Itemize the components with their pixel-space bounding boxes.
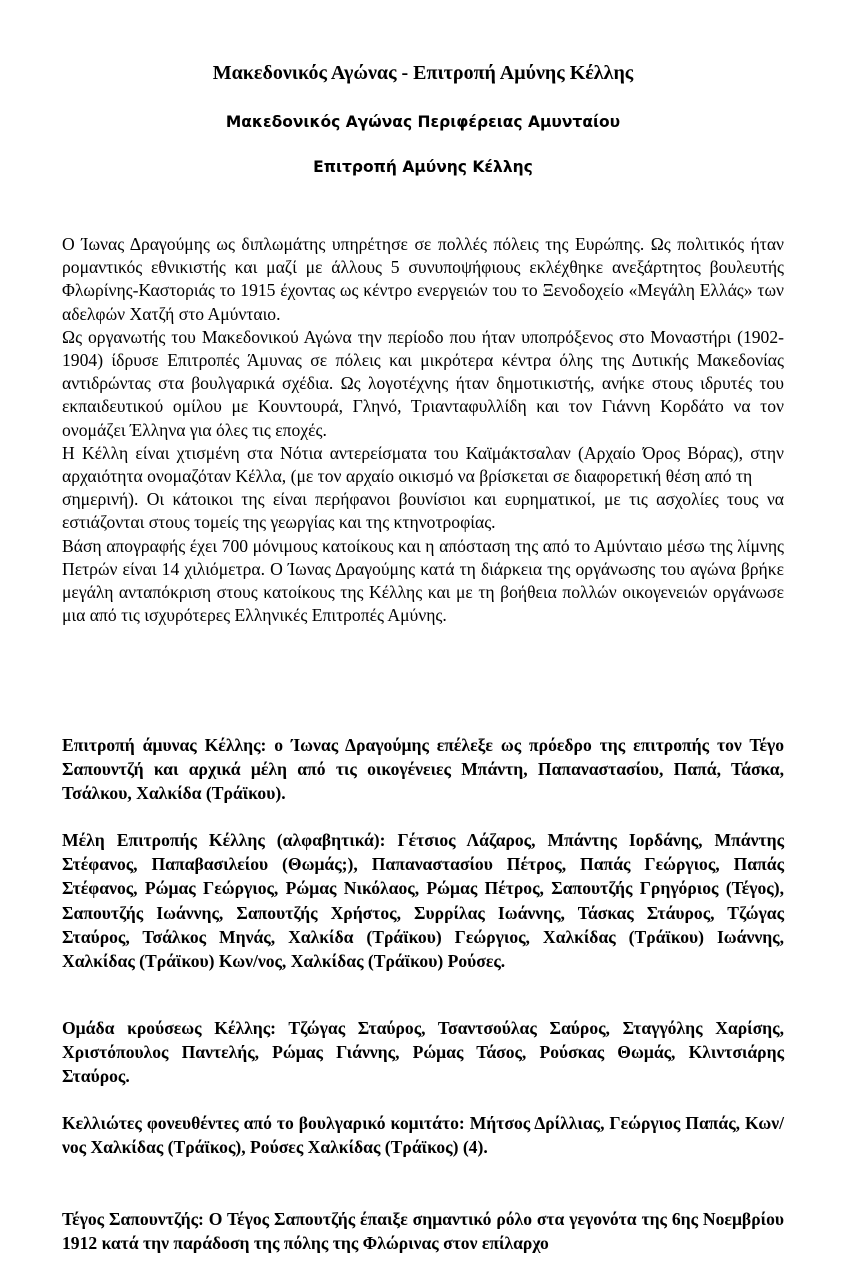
- document-subtitle-region: Μακεδονικός Αγώνας Περιφέρειας Αμυνταίου: [225, 113, 621, 131]
- paragraph-kelli-inhabitants: σημερινή). Οι κάτοικοι της είναι περήφανοι βουνίσιοι και ευρηματικοί, με τις ασχολίες τους να εστιάζονται στους τομείς της γεωργίας και της κτηνοτροφίας.: [62, 489, 784, 533]
- intro-text: [62, 233, 784, 627]
- paragraph-dragoumis-organizer: Ως οργανωτής του Μακεδονικού Αγώνα την περίοδο που ήταν υποπρόξενος στο Μοναστήρι (1902-1904) ίδρυσε Επιτροπές Άμυνας σε πόλεις και μικρότερα κέντρα όλης της Δυτικής Μακεδονίας αντιδρώντας στα βουλγαρικά σχέδια. Ως λογοτέχνης ήταν δημοτικιστής, ανήκε στους ιδρυτές του εκπαιδευτικού ομίλου με Κουντουρά, Γληνό, Τριανταφυλλίδη και τον Γιάννη Κορδάτο να τον ονομάζει Έλληνα για όλες τις εποχές.: [62, 326, 784, 440]
- tegos-paragraph: Τέγος Σαπουντζής: Ο Τέγος Σαπουτζής έπαιξε σημαντικό ρόλο στα γεγονότα της 6ης Νοεμβρίου 1912 κατά την παράδοση της πόλης της Φλώρινας στον επίλαρχο: [62, 1209, 784, 1254]
- document-subtitle-committee: Επιτροπή Αμύνης Κέλλης: [313, 158, 533, 176]
- document-title: Μακεδονικός Αγώνας - Επιτροπή Αμύνης Κέλλης: [212, 62, 634, 84]
- members-paragraph: Μέλη Επιτροπής Κέλλης (αλφαβητικά): Γέτσιος Λάζαρος, Μπάντης Ιορδάνης, Μπάντης Στέφανος, Παπαβασιλείου (Θωμάς;), Παπαναστασίου Πέτρος, Παπάς Γεώργιος, Παπάς Στέφανος, Ρώμας Γεώργιος, Ρώμας Νικόλαος, Ρώμας Πέτρος, Σαπουτζής Γρηγόριος (Τέγος), Σαπουτζής Ιωάννης, Σαπουτζής Χρήστος, Συρρίλας Ιωάννης, Τάσκας Στάυρος, Τζώγας Σταύρος, Τσάλκος Μηνάς, Χαλκίδα (Τράϊκου) Γεώργιος, Χαλκίδας (Τράϊκου) Ιωάννης, Χαλκίδας (Τράϊκου) Κων/νος, Χαλκίδας (Τράϊκου) Ρούσες.: [62, 830, 784, 972]
- committee-paragraph: Επιτροπή άμυνας Κέλλης: ο Ίωνας Δραγούμης επέλεξε ως πρόεδρο της επιτροπής τον Τέγο Σαπουντζή και αρχικά μέλη από τις οικογένειες Μπάντη, Παπαναστασίου, Παπά, Τάσκα, Τσάλκου, Χαλκίδα (Τράϊκου).: [62, 735, 784, 804]
- strike-team-paragraph: Ομάδα κρούσεως Κέλλης: Τζώγας Σταύρος, Τσαντσούλας Σαύρος, Σταγγόλης Χαρίσης, Χριστόπουλος Παντελής, Ρώμας Γιάννης, Ρώμας Τάσος, Ρούσκας Θωμάς, Κλιντσιάρης Σταύρος.: [62, 1018, 784, 1087]
- paragraph-dragoumis-diplomat: Ο Ίωνας Δραγούμης ως διπλωμάτης υπηρέτησε σε πολλές πόλεις της Ευρώπης. Ως πολιτικός ήταν ρομαντικός εθνικιστής και μαζί με άλλους 5 συνυποψήφιους εκλέχθηκε ανεξάρτητος βουλευτής Φλωρίνης-Καστοριάς το 1915 έχοντας ως κέντρο ενεργειών του το Ξενοδοχείο «Μεγάλη Ελλάς» των αδελφών Χατζή στο Αμύνταιο.: [62, 234, 784, 324]
- paragraph-kelli-census: Βάση απογραφής έχει 700 μόνιμους κατοίκους και η απόσταση της από το Αμύνταιο μέσω της λίμνης Πετρών είναι 14 χιλιόμετρα. Ο Ίωνας Δραγούμης κατά τη διάρκεια της οργάνωσης του αγώνα βρήκε μεγάλη ανταπόκριση στους κατοίκους της Κέλλης και με τη βοήθεια πολλών οικογενειών οργάνωσε μια από τις ισχυρότερες Ελληνικές Επιτροπές Αμύνης.: [62, 535, 784, 626]
- paragraph-kelli-location: Η Κέλλη είναι χτισμένη στα Νότια αντερείσματα του Καϊμάκτσαλαν (Αρχαίο Όρος Βόρας), στην αρχαιότητα ονομαζόταν Κέλλα, (με τον αρχαίο οικισμό να βρίσκεται σε διαφορετική θέση από τη: [62, 442, 784, 487]
- killed-paragraph: Κελλιώτες φονευθέντες από το βουλγαρικό κομιτάτο: Μήτσος Δρίλλιας, Γεώργιος Παπάς, Κων/νος Χαλκίδας (Τράϊκος), Ρούσες Χαλκίδας (Τράϊκος) (4).: [62, 1113, 784, 1158]
